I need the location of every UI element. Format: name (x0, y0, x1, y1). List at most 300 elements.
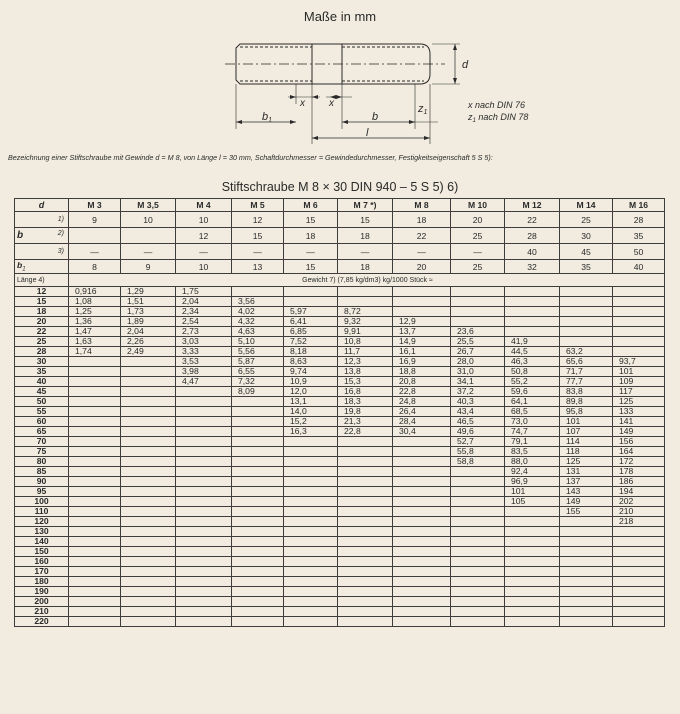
b-value: 50 (613, 244, 665, 260)
weight-value: 3,03 (176, 337, 232, 347)
weight-value (121, 357, 176, 367)
weight-value: 210 (613, 507, 665, 517)
weight-value: 46,5 (451, 417, 505, 427)
weight-value (232, 547, 284, 557)
weight-value: 24,8 (393, 397, 451, 407)
weight-value: 18,8 (393, 367, 451, 377)
weight-value (560, 577, 613, 587)
b-value (121, 228, 176, 244)
svg-text:b1 (262, 111, 272, 124)
weight-value (69, 397, 121, 407)
weight-value (284, 437, 338, 447)
weight-value: 23,6 (451, 327, 505, 337)
size-header: M 5 (232, 199, 284, 212)
weight-value (69, 497, 121, 507)
weight-value (232, 427, 284, 437)
b-value: 22 (393, 228, 451, 244)
weight-value: 117 (613, 387, 665, 397)
b-value: 45 (560, 244, 613, 260)
page-title: Maße in mm (303, 9, 377, 24)
b1-value: 35 (560, 260, 613, 274)
weight-value: 37,2 (451, 387, 505, 397)
weight-value (69, 427, 121, 437)
weight-value: 155 (560, 507, 613, 517)
weight-value: 34,1 (451, 377, 505, 387)
b-value: 12 (176, 228, 232, 244)
weight-value (393, 527, 451, 537)
length-value: 28 (15, 347, 69, 357)
b-length-row (15, 228, 665, 244)
label-l: l (366, 127, 369, 139)
weight-value: 2,04 (121, 327, 176, 337)
weight-value: 12,9 (393, 317, 451, 327)
weight-value (176, 617, 232, 627)
weight-value (560, 597, 613, 607)
weight-value (121, 387, 176, 397)
table-row (15, 547, 665, 557)
weight-value: 9,91 (338, 327, 393, 337)
b1-value: 8 (69, 260, 121, 274)
weight-value (69, 447, 121, 457)
weight-value: 9,32 (338, 317, 393, 327)
weight-value: 1,63 (69, 337, 121, 347)
length-value: 110 (15, 507, 69, 517)
weight-value (121, 467, 176, 477)
length-value: 100 (15, 497, 69, 507)
weight-value (451, 527, 505, 537)
weight-value: 5,10 (232, 337, 284, 347)
weight-value (560, 617, 613, 627)
weight-value: 133 (613, 407, 665, 417)
weight-value (338, 587, 393, 597)
weight-value: 28,4 (393, 417, 451, 427)
weight-value (121, 547, 176, 557)
weight-value (232, 527, 284, 537)
b-value: — (232, 244, 284, 260)
label-z1: z (418, 103, 424, 115)
b1-sub: 1 (22, 266, 26, 273)
weight-value: 96,9 (505, 477, 560, 487)
weight-value (69, 547, 121, 557)
weight-value: 2,04 (176, 297, 232, 307)
weight-value (121, 567, 176, 577)
length-value: 210 (15, 607, 69, 617)
weight-value (393, 517, 451, 527)
weight-value (613, 317, 665, 327)
table-row (15, 517, 665, 527)
weight-value (176, 437, 232, 447)
weight-value (393, 437, 451, 447)
weight-value (560, 567, 613, 577)
weight-value: 26,4 (393, 407, 451, 417)
table-row (15, 367, 665, 377)
weight-value: 41,9 (505, 337, 560, 347)
length-value: 30 (15, 357, 69, 367)
weight-value: 16,9 (393, 357, 451, 367)
length-value: 20 (15, 317, 69, 327)
weight-value: 3,53 (176, 357, 232, 367)
weight-value: 30,4 (393, 427, 451, 437)
weight-value (69, 607, 121, 617)
weight-value: 4,63 (232, 327, 284, 337)
weight-value (232, 607, 284, 617)
weight-value (613, 527, 665, 537)
weight-value (613, 597, 665, 607)
weight-value (560, 587, 613, 597)
weight-value: 74,7 (505, 427, 560, 437)
table-row (15, 587, 665, 597)
designation-example: Stiftschraube M 8 × 30 DIN 940 – 5 S 5) 6) (221, 180, 459, 194)
length-value: 130 (15, 527, 69, 537)
weight-value (393, 297, 451, 307)
weight-value (451, 467, 505, 477)
weight-value (176, 487, 232, 497)
weight-value (613, 557, 665, 567)
weight-value (284, 567, 338, 577)
weight-value: 114 (560, 437, 613, 447)
stud-bolt-drawing (0, 24, 680, 154)
weight-value (393, 587, 451, 597)
weight-value (338, 607, 393, 617)
size-header: M 16 (613, 199, 665, 212)
label-x-left: x (300, 98, 305, 109)
table-row (15, 347, 665, 357)
table-row (15, 297, 665, 307)
weight-value: 194 (613, 487, 665, 497)
weight-value: 13,1 (284, 397, 338, 407)
b-label-cell (15, 228, 69, 244)
weight-value (613, 297, 665, 307)
weight-value (232, 567, 284, 577)
weight-value (393, 577, 451, 587)
weight-value (284, 537, 338, 547)
weight-value (393, 557, 451, 567)
weight-value (69, 597, 121, 607)
weight-value (176, 477, 232, 487)
b-value: 40 (505, 244, 560, 260)
table-row (15, 447, 665, 457)
b-value: 12 (232, 212, 284, 228)
length-value: 55 (15, 407, 69, 417)
length-value: 140 (15, 537, 69, 547)
weight-value: 64,1 (505, 397, 560, 407)
weight-value (69, 587, 121, 597)
b-value: — (284, 244, 338, 260)
weight-value (505, 597, 560, 607)
length-value: 170 (15, 567, 69, 577)
length-value: 65 (15, 427, 69, 437)
weight-value (505, 607, 560, 617)
weight-value (232, 577, 284, 587)
weight-value: 16,8 (338, 387, 393, 397)
weight-value (69, 487, 121, 497)
weight-header: Gewicht 7) (7,85 kg/dm3) kg/1000 Stück ≈ (69, 274, 665, 287)
weight-value: 10,9 (284, 377, 338, 387)
weight-value (176, 397, 232, 407)
weight-value (613, 337, 665, 347)
weight-value (560, 317, 613, 327)
weight-value (232, 437, 284, 447)
weight-value: 95,8 (560, 407, 613, 417)
weight-value (451, 497, 505, 507)
length-value: 85 (15, 467, 69, 477)
weight-value: 11,7 (338, 347, 393, 357)
weight-value (69, 417, 121, 427)
weight-value: 218 (613, 517, 665, 527)
length-value: 18 (15, 307, 69, 317)
weight-value (284, 597, 338, 607)
label-b1-sub: 1 (268, 117, 273, 124)
weight-value (232, 517, 284, 527)
length-value: 45 (15, 387, 69, 397)
weight-value (451, 507, 505, 517)
weight-value (69, 377, 121, 387)
b-value: 15 (284, 212, 338, 228)
weight-value (505, 307, 560, 317)
weight-value: 172 (613, 457, 665, 467)
weight-value: 4,02 (232, 307, 284, 317)
weight-value (176, 467, 232, 477)
weight-value (451, 537, 505, 547)
b-value: 18 (338, 228, 393, 244)
d-label: d (15, 199, 69, 212)
weight-value (451, 297, 505, 307)
weight-value: 92,4 (505, 467, 560, 477)
weight-value (393, 597, 451, 607)
weight-value: 9,74 (284, 367, 338, 377)
weight-value (505, 527, 560, 537)
weight-value (338, 517, 393, 527)
weight-value (393, 537, 451, 547)
length-value: 160 (15, 557, 69, 567)
weight-value (121, 607, 176, 617)
weight-value (176, 517, 232, 527)
weight-value: 4,32 (232, 317, 284, 327)
b-value: 10 (121, 212, 176, 228)
weight-value: 8,63 (284, 357, 338, 367)
size-header: M 7 *) (338, 199, 393, 212)
weight-value (560, 287, 613, 297)
weight-value (560, 607, 613, 617)
weight-value (176, 547, 232, 557)
note-z1-prefix: z (468, 112, 473, 122)
weight-value (613, 617, 665, 627)
weight-value (338, 487, 393, 497)
weight-value: 202 (613, 497, 665, 507)
weight-value (69, 537, 121, 547)
weight-value: 16,3 (284, 427, 338, 437)
weight-value (232, 617, 284, 627)
weight-value (176, 407, 232, 417)
weight-value (232, 557, 284, 567)
weight-value (284, 617, 338, 627)
length-value: 120 (15, 517, 69, 527)
weight-value (451, 477, 505, 487)
weight-value (69, 527, 121, 537)
weight-value (69, 507, 121, 517)
weight-value (613, 577, 665, 587)
weight-value (121, 397, 176, 407)
weight-value (284, 577, 338, 587)
weight-value: 19,8 (338, 407, 393, 417)
weight-value: 1,08 (69, 297, 121, 307)
weight-value (393, 477, 451, 487)
weight-value (69, 557, 121, 567)
weight-value: 12,0 (284, 387, 338, 397)
weight-value (121, 427, 176, 437)
b-value: 30 (560, 228, 613, 244)
length-value: 12 (15, 287, 69, 297)
b1-value: 13 (232, 260, 284, 274)
b-value: — (393, 244, 451, 260)
weight-value (451, 607, 505, 617)
weight-value: 49,6 (451, 427, 505, 437)
weight-value (338, 537, 393, 547)
b-value: — (451, 244, 505, 260)
weight-value (451, 587, 505, 597)
weight-value (393, 617, 451, 627)
weight-value (176, 457, 232, 467)
weight-value (338, 547, 393, 557)
weight-value: 2,73 (176, 327, 232, 337)
b-value: — (69, 244, 121, 260)
weight-value: 149 (613, 427, 665, 437)
b1-row (15, 260, 665, 274)
weight-value (121, 407, 176, 417)
weight-value: 107 (560, 427, 613, 437)
weight-value: 13,8 (338, 367, 393, 377)
weight-value: 22,8 (338, 427, 393, 437)
weight-value: 101 (560, 417, 613, 427)
length-value: 190 (15, 587, 69, 597)
weight-value: 55,8 (451, 447, 505, 457)
weight-value: 15,2 (284, 417, 338, 427)
weight-value (338, 457, 393, 467)
weight-value (560, 297, 613, 307)
weight-value: 1,74 (69, 347, 121, 357)
b-value: 28 (613, 212, 665, 228)
weight-value (284, 507, 338, 517)
weight-value: 79,1 (505, 437, 560, 447)
weight-value (393, 457, 451, 467)
table-row (15, 607, 665, 617)
weight-value: 55,2 (505, 377, 560, 387)
weight-value (338, 557, 393, 567)
b-value: 25 (451, 228, 505, 244)
weight-value: 1,51 (121, 297, 176, 307)
weight-value (505, 507, 560, 517)
b1-value: 9 (121, 260, 176, 274)
weight-value (121, 537, 176, 547)
weight-value: 43,4 (451, 407, 505, 417)
b1-value: 40 (613, 260, 665, 274)
weight-value (176, 597, 232, 607)
weight-value (505, 567, 560, 577)
b-value: 15 (232, 228, 284, 244)
weight-value (121, 527, 176, 537)
weight-value: 1,89 (121, 317, 176, 327)
table-row (15, 497, 665, 507)
b-length-row (15, 212, 665, 228)
weight-value (613, 287, 665, 297)
weight-value (121, 497, 176, 507)
length-value: 90 (15, 477, 69, 487)
weight-value: 2,54 (176, 317, 232, 327)
length-value: 35 (15, 367, 69, 377)
weight-value (176, 497, 232, 507)
weight-value (338, 507, 393, 517)
svg-text:z1 nach DIN 78 (467, 112, 528, 124)
table-row (15, 597, 665, 607)
length-value: 180 (15, 577, 69, 587)
b-value: 18 (284, 228, 338, 244)
weight-value: 3,98 (176, 367, 232, 377)
weight-value: 15,3 (338, 377, 393, 387)
weight-value (284, 457, 338, 467)
weight-value: 22,8 (393, 387, 451, 397)
weight-value (284, 547, 338, 557)
weight-value (451, 517, 505, 527)
weight-value (338, 287, 393, 297)
table-row (15, 527, 665, 537)
weight-value: 10,8 (338, 337, 393, 347)
weight-value (176, 577, 232, 587)
weight-value (284, 607, 338, 617)
weight-value (393, 607, 451, 617)
b-value: 25 (560, 212, 613, 228)
weight-value (560, 527, 613, 537)
weight-value: 63,2 (560, 347, 613, 357)
weight-value (451, 557, 505, 567)
weight-value (69, 457, 121, 467)
table-row (15, 617, 665, 627)
weight-value (560, 547, 613, 557)
weight-value (176, 607, 232, 617)
table-row (15, 407, 665, 417)
weight-value (232, 597, 284, 607)
length-value: 50 (15, 397, 69, 407)
table-row (15, 457, 665, 467)
table-row (15, 507, 665, 517)
weight-value (338, 447, 393, 457)
stud-dimension-table (14, 198, 665, 627)
weight-value: 125 (560, 457, 613, 467)
length-value: 15 (15, 297, 69, 307)
weight-value (284, 587, 338, 597)
weight-value: 8,09 (232, 387, 284, 397)
weight-value (121, 587, 176, 597)
weight-value (393, 307, 451, 317)
weight-value: 68,5 (505, 407, 560, 417)
b1-value: 10 (176, 260, 232, 274)
weight-value: 109 (613, 377, 665, 387)
svg-text:z1 (417, 103, 428, 116)
weight-value (121, 597, 176, 607)
size-header: M 12 (505, 199, 560, 212)
weight-value (121, 517, 176, 527)
weight-value: 8,18 (284, 347, 338, 357)
weight-value (121, 557, 176, 567)
weight-value: 93,7 (613, 357, 665, 367)
weight-value (284, 497, 338, 507)
weight-value (393, 567, 451, 577)
weight-value (451, 287, 505, 297)
weight-value (613, 537, 665, 547)
b-value (69, 228, 121, 244)
weight-value: 2,26 (121, 337, 176, 347)
table-row (15, 327, 665, 337)
length-value: 220 (15, 617, 69, 627)
